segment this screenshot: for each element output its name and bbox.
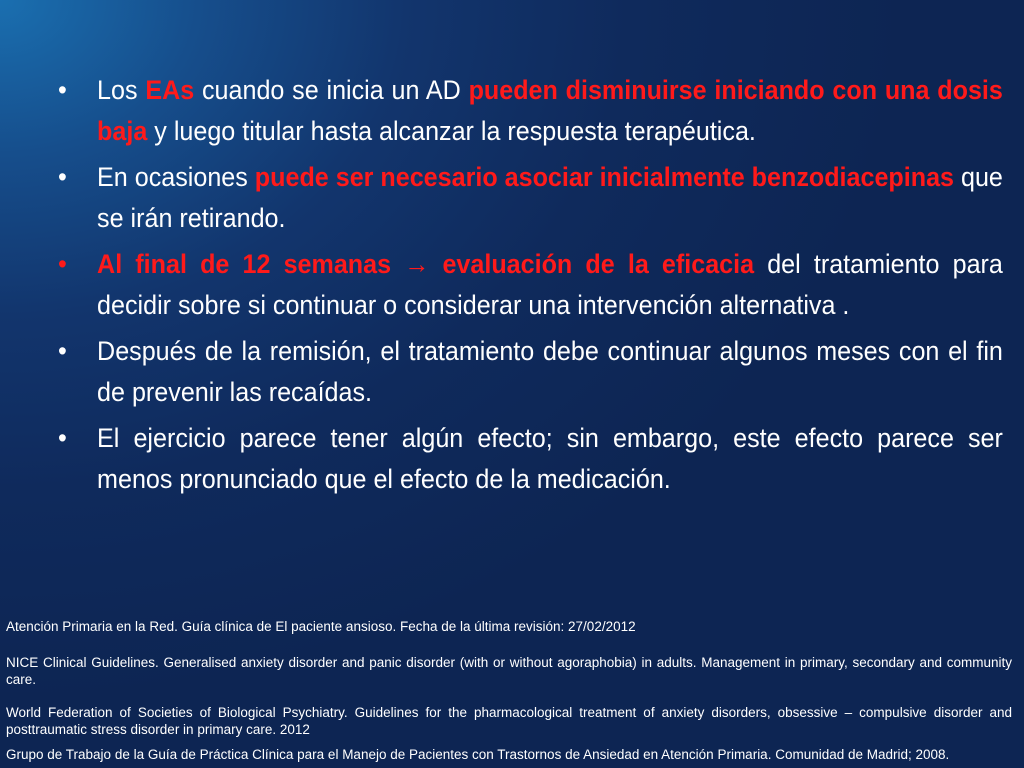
bullet-marker: • xyxy=(58,162,67,192)
bullet-item xyxy=(58,418,1003,500)
reference-text: NICE Clinical Guidelines. Generalised anxiety disorder and panic disorder (with or without agoraphobia) in adults. Management in primary, secondary and community care. xyxy=(6,655,1012,687)
reference-text: Grupo de Trabajo de la Guía de Práctica Clínica para el Manejo de Pacientes con Trastornos de Ansiedad en Atención Primaria. Comunidad de Madrid; 2008. xyxy=(6,747,950,762)
reference-text: Atención Primaria en la Red. Guía clínica de El paciente ansioso. Fecha de la última revisión: 27/02/2012 xyxy=(6,619,636,634)
reference-wfsbp xyxy=(6,704,1012,738)
bullet-marker: • xyxy=(58,423,67,453)
highlighted-text: Al final de 12 semanas → evaluación de la eficacia xyxy=(97,249,755,279)
highlighted-text: puede ser necesario asociar inicialmente benzodiacepinas xyxy=(254,162,955,192)
bullet-item xyxy=(58,331,1003,413)
bullet-item xyxy=(58,244,1003,326)
bullet-text: cuando se inicia un AD xyxy=(194,75,469,105)
bullet-item xyxy=(58,157,1003,239)
reference-nice xyxy=(6,654,1012,688)
bullet-marker: • xyxy=(58,75,67,105)
bullet-marker: • xyxy=(58,336,67,366)
bullet-text: En ocasiones xyxy=(97,162,255,192)
bullet-text: del tratamiento para decidir sobre si continuar o considerar una intervención alternativa . xyxy=(97,249,1003,320)
bullet-text: Los xyxy=(97,75,146,105)
bullet-item xyxy=(58,70,1003,152)
reference-aprimaria xyxy=(6,618,1012,635)
highlighted-text: pueden disminuirse iniciando con una dosis baja xyxy=(97,75,1003,146)
highlighted-text: EAs xyxy=(145,75,195,105)
bullet-text: Después de la remisión, el tratamiento debe continuar algunos meses con el fin de prevenir las recaídas. xyxy=(97,336,1003,407)
bullet-text: que se irán retirando. xyxy=(97,162,1003,233)
bullet-list xyxy=(58,70,1003,505)
reference-gpc-madrid xyxy=(6,746,1012,763)
bullet-text: y luego titular hasta alcanzar la respuesta terapéutica. xyxy=(147,116,756,146)
bullet-text: El ejercicio parece tener algún efecto; sin embargo, este efecto parece ser menos pronunciado que el efecto de la medicación. xyxy=(97,423,1003,494)
bullet-marker: • xyxy=(58,249,67,279)
reference-text: World Federation of Societies of Biological Psychiatry. Guidelines for the pharmacological treatment of anxiety disorders, obsessive – compulsive disorder and posttraumatic stress disorder in primary care. 2012 xyxy=(6,705,1012,737)
